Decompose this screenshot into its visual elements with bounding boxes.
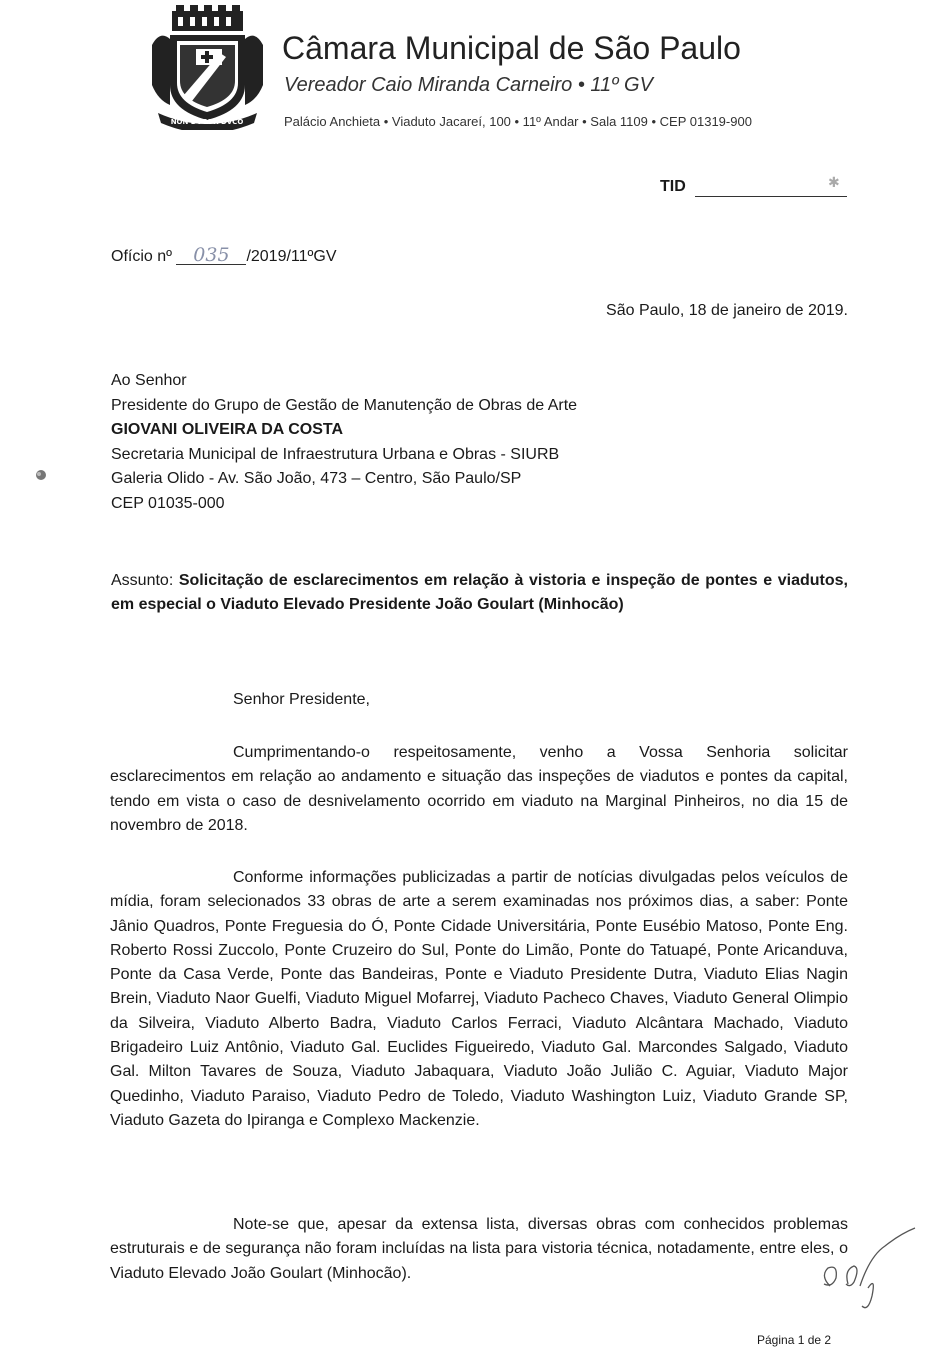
oficio-number-line	[111, 246, 337, 266]
body-paragraph: Conforme informações publicizadas a partir de notícias divulgadas pelos veículos de mídia, foram selecionados 33 obras de arte a serem examinadas nos próximos dias, a saber: Ponte Jânio Quadros, Ponte Freguesia do Ó, Ponte Cidade Universitária, Ponte Eusébio Matoso, Ponte Eng. Roberto Rossi Zuccolo, Ponte Cruzeiro do Sul, Ponte do Limão, Ponte do Tatuapé, Ponte Aricanduva, Ponte da Casa Verde, Ponte das Bandeiras, Ponte e Viaduto Presidente Dutra, Viaduto Elias Nagin Brein, Viaduto Naor Guelfi, Viaduto Miguel Mofarrej, Viaduto Pacheco Chaves, Viaduto General Olimpio da Silveira, Viaduto Alberto Badra, Viaduto Carlos Ferraci, Viaduto Alcântara Machado, Viaduto Brigadeiro Luiz Antônio, Viaduto Gal. Euclides Figueiredo, Viaduto Gal. Marcondes Salgado, Viaduto Gal. Milton Tavares de Souza, Viaduto Jabaquara, Viaduto João Julião C. Aguiar, Viaduto Major Quedinho, Viaduto Paraiso, Viaduto Pedro de Toledo, Viaduto Washington Luiz, Viaduto Grande SP, Viaduto Gazeta do Ipiranga e Complexo Mackenzie.	[110, 869, 848, 1129]
institution-address: Palácio Anchieta • Viaduto Jacareí, 100 • 11º Andar • Sala 1109 • CEP 01319-900	[284, 114, 752, 129]
oficio-suffix: /2019/11ºGV	[246, 248, 337, 265]
document-date: São Paulo, 18 de janeiro de 2019.	[606, 302, 848, 319]
recipient-salutation: Ao Senhor	[111, 372, 187, 389]
city-coat-of-arms-icon	[150, 5, 265, 130]
recipient-cep: CEP 01035-000	[111, 494, 225, 512]
subject-label: Assunto:	[111, 572, 174, 589]
recipient-name: GIOVANI OLIVEIRA DA COSTA	[111, 421, 344, 439]
tid-label: TID	[660, 178, 686, 195]
seal-motto: NON DVCOR DVCO	[170, 118, 244, 126]
subject-text: Solicitação de esclarecimentos em relação à vistoria e inspeção de pontes e viadutos, em especial o Viaduto Elevado Presidente João Goulart (Minhocão)	[111, 572, 848, 613]
oficio-prefix: Ofício nº	[111, 248, 172, 265]
smudge-mark-icon	[33, 467, 49, 483]
handwritten-initials-icon	[810, 1226, 920, 1316]
recipient-role: Presidente do Grupo de Gestão de Manutenção de Obras de Arte	[111, 396, 578, 414]
body-salutation: Senhor Presidente,	[233, 691, 370, 708]
tid-stamp-mark-icon: ✱	[828, 174, 840, 190]
vereador-line: Vereador Caio Miranda Carneiro • 11º GV	[284, 74, 653, 96]
recipient-street: Galeria Olido - Av. São João, 473 – Centro, São Paulo/SP	[111, 470, 522, 488]
institution-name: Câmara Municipal de São Paulo	[282, 30, 741, 66]
body-paragraph: Note-se que, apesar da extensa lista, diversas obras com conhecidos problemas estruturais e de segurança não foram incluídas na lista para vistoria técnica, notadamente, entre eles, o Viaduto Elevado João Goulart (Minhocão).	[110, 1216, 848, 1282]
body-paragraph: Cumprimentando-o respeitosamente, venho a Vossa Senhoria solicitar esclarecimentos em relação ao andamento e situação das inspeções de viadutos e pontes da capital, tendo em vista o caso de desnivelamento ocorrido em viaduto na Marginal Pinheiros, no dia 15 de novembro de 2018.	[110, 744, 848, 834]
oficio-number: 035	[176, 246, 246, 265]
tid-blank-line	[695, 196, 847, 197]
subject-line	[111, 569, 848, 617]
page-number: Página 1 de 2	[757, 1333, 832, 1347]
recipient-department: Secretaria Municipal de Infraestrutura Urbana e Obras - SIURB	[111, 445, 560, 463]
recipient-block	[111, 369, 577, 517]
